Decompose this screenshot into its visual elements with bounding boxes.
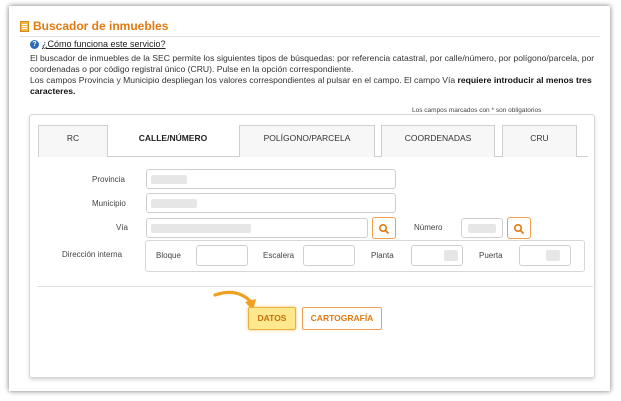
municipio-input[interactable]: [146, 193, 396, 213]
help-icon: ?: [30, 40, 39, 49]
title-divider: [20, 36, 600, 37]
bloque-input[interactable]: [196, 245, 248, 266]
help-row[interactable]: [30, 39, 166, 49]
numero-label: Número: [414, 223, 443, 232]
provincia-input[interactable]: [146, 169, 396, 189]
form-divider: [37, 286, 593, 287]
tab-calle-numero-label: CALLE/NÚMERO: [138, 133, 208, 143]
description-line2-text: Los campos Provincia y Municipio despliegan los valores correspondientes al pulsar en el campo. El campo Vía: [30, 75, 458, 85]
datos-button[interactable]: DATOS: [248, 307, 296, 330]
numero-value-redacted: [468, 224, 496, 233]
planta-label: Planta: [371, 251, 394, 260]
planta-value-redacted: [444, 250, 458, 261]
tab-cru-label: CRU: [530, 133, 549, 143]
puerta-value-redacted: [546, 250, 560, 261]
required-note: Los campos marcados con * son obligatorios: [412, 107, 542, 114]
via-search-button[interactable]: [372, 217, 396, 239]
tab-rc[interactable]: [38, 125, 108, 157]
puerta-label: Puerta: [479, 251, 503, 260]
planta-input[interactable]: [411, 245, 463, 266]
help-link[interactable]: ¿Cómo funciona este servicio?: [42, 39, 166, 49]
cartografia-button[interactable]: CARTOGRAFÍA: [302, 307, 382, 330]
search-icon: [378, 223, 390, 235]
escalera-label: Escalera: [263, 251, 295, 260]
document-icon: [20, 21, 29, 32]
escalera-input[interactable]: [303, 245, 355, 266]
direccion-interna-label: Dirección interna: [62, 250, 123, 259]
page-title: Buscador de inmuebles: [33, 19, 169, 33]
description-line1: El buscador de inmuebles de la SEC permite los siguientes tipos de búsquedas: por referencia catastral, por calle/número, por polígono/parcela, por coordenadas o por código registral único (CRU). Pulse en la opción correspondiente.: [30, 53, 595, 74]
puerta-input[interactable]: [519, 245, 571, 266]
tab-poligono-parcela[interactable]: [239, 125, 375, 157]
tab-calle-numero[interactable]: [114, 125, 232, 158]
via-label: Vía: [116, 223, 129, 232]
tab-coordenadas-label: COORDENADAS: [404, 133, 472, 143]
description: [30, 53, 605, 97]
numero-input[interactable]: [461, 218, 503, 238]
municipio-value-redacted: [151, 199, 197, 208]
tab-poligono-parcela-label: POLÍGONO/PARCELA: [263, 133, 351, 143]
provincia-label: Provincia: [92, 175, 125, 184]
search-icon: [513, 223, 525, 235]
via-value-redacted: [151, 224, 251, 233]
tab-coordenadas[interactable]: [381, 125, 495, 157]
provincia-value-redacted: [151, 175, 187, 184]
description-line2-bold: requiere introducir al menos tres caracteres.: [30, 75, 592, 96]
bloque-label: Bloque: [156, 251, 181, 260]
tab-cru[interactable]: [502, 125, 577, 157]
tab-rc-label: RC: [66, 133, 80, 143]
description-line2: [30, 75, 605, 97]
title-row: [20, 19, 168, 33]
numero-search-button[interactable]: [507, 217, 531, 239]
tabs-row: [38, 125, 588, 157]
municipio-label: Municipio: [92, 199, 126, 208]
via-input[interactable]: [146, 218, 368, 238]
